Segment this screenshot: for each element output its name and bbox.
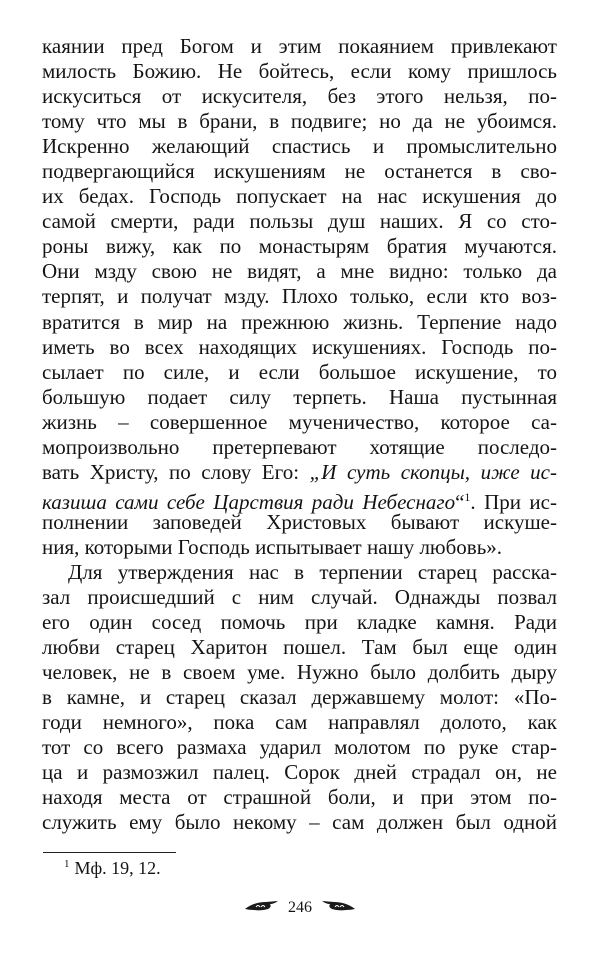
text-line: их бедах. Господь попускает на нас искушения до <box>42 184 557 209</box>
text-line: тому что мы в брани, в подвиге; но да не убоимся. <box>42 109 557 134</box>
text-line <box>42 460 557 485</box>
page-folio <box>0 898 600 917</box>
text-line: находя места от страшной боли, и при этом по- <box>42 785 557 810</box>
line-text: . При ис- <box>470 489 557 514</box>
text-line: мопроизвольно претерпевают хотящие последо- <box>42 434 557 459</box>
footnote <box>64 858 161 879</box>
text-line: жизнь – совершенное мученичество, которое са- <box>42 409 557 434</box>
text-line: полнении заповедей Христовых бывают искуше- <box>42 509 557 534</box>
text-line: ния, которыми Господь испытывает нашу любовь». <box>42 534 503 559</box>
text-line: Для утверждения нас в терпении старец расска- <box>68 559 557 584</box>
text-line: роны вижу, как по монастырям братия мучаются. <box>42 234 557 259</box>
body-text <box>42 34 557 836</box>
text-line: самой смерти, ради пользы душ наших. Я со сто- <box>42 209 557 234</box>
text-line: искуситься от искусителя, без этого нельзя, по- <box>42 84 557 109</box>
text-line: вратится в мир на прежнюю жизнь. Терпение надо <box>42 309 557 334</box>
scripture-quote: казиша сами себе Царствия ради Небеснаго <box>42 489 456 514</box>
text-line: Искренно желающий спастись и промыслительно <box>42 134 557 159</box>
text-line: каянии пред Богом и этим покаянием привлекают <box>42 34 557 58</box>
text-line <box>42 485 557 514</box>
footnote-ref[interactable]: 1 <box>464 489 471 504</box>
text-line: Они мзду свою не видят, а мне видно: только да <box>42 259 557 284</box>
closing-quote: “ <box>455 489 465 514</box>
text-line: подвергающийся искушениям не останется в сво- <box>42 159 557 184</box>
ornament-right-icon <box>320 898 356 917</box>
text-line: годи немного», пока сам направлял долото, как <box>42 710 557 735</box>
text-line: любви старец Харитон пошел. Там был еще один <box>42 635 557 660</box>
text-line: его один сосед помочь при кладке камня. Ради <box>42 610 557 635</box>
text-line: ца и размозжил палец. Сорок дней страдал он, не <box>42 760 557 785</box>
page-number: 246 <box>288 898 312 916</box>
text-line: тот со всего размаха ударил молотом по руке стар- <box>42 735 557 760</box>
line-text: вать Христу, по слову Его: <box>42 459 310 484</box>
text-line: служить ему было некому – сам должен был одной <box>42 810 557 835</box>
footnote-text: Мф. 19, 12. <box>74 858 161 878</box>
text-line: терпят, и получат мзду. Плохо только, если кто воз- <box>42 284 557 309</box>
text-line: сылает по силе, и если большое искушение, то <box>42 359 557 384</box>
ornament-left-icon <box>244 898 280 917</box>
scripture-quote: „И суть скопцы, иже ис- <box>309 459 557 484</box>
footnote-mark: 1 <box>64 858 70 870</box>
text-line: зал происшедший с ним случай. Однажды позвал <box>42 585 557 610</box>
text-line: в камне, и старец сказал державшему молот: «По- <box>42 685 557 710</box>
text-line: человек, не в своем уме. Нужно было долбить дыру <box>42 660 557 685</box>
footnote-divider <box>43 852 176 853</box>
text-line: иметь во всех находящих искушениях. Господь по- <box>42 334 557 359</box>
text-line: большую подает силу терпеть. Наша пустынная <box>42 384 557 409</box>
text-line: милость Божию. Не бойтесь, если кому пришлось <box>42 59 557 84</box>
